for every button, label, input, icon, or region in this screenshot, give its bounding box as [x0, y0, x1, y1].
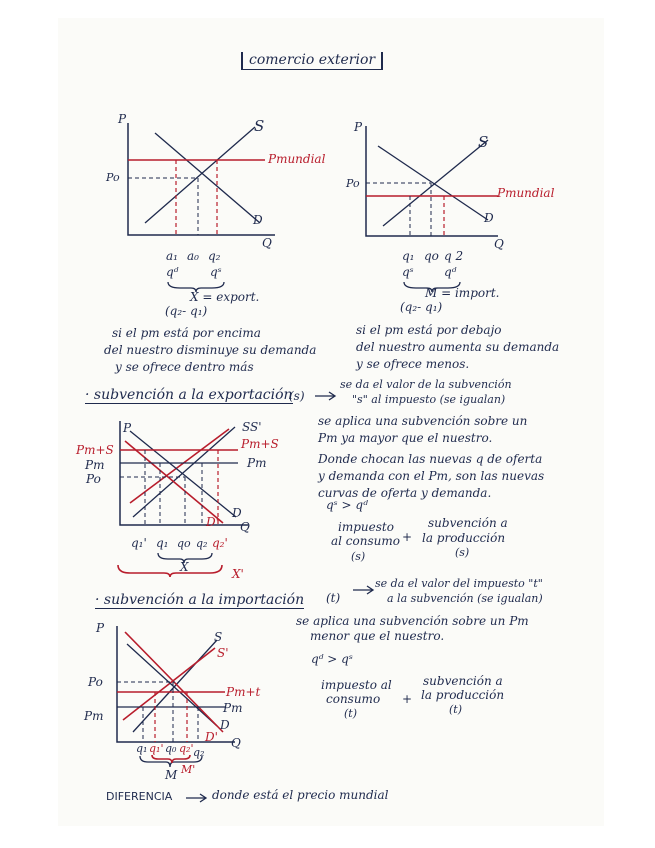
axis-p: P	[354, 120, 363, 134]
x-label: X	[180, 560, 189, 574]
pmts-right-label: Pm+S	[241, 437, 279, 451]
section-import-note-1: se da el valor del impuesto "t"	[375, 577, 543, 590]
qd-label: qᵈ	[444, 265, 457, 279]
p0-label: Po	[346, 177, 360, 190]
xprime-label: X'	[232, 567, 244, 581]
dprime-label: D'	[206, 515, 219, 529]
q2prime-label: q₂'	[212, 536, 228, 550]
import-effect-left-2: consumo	[326, 692, 381, 706]
axes	[120, 421, 248, 525]
graph-export-world-price	[110, 115, 310, 265]
q1-label: q₁	[156, 536, 169, 550]
export-desc-1: se aplica una subvención sobre un	[318, 414, 528, 428]
d-label: D	[232, 506, 242, 520]
demand-label: D	[253, 213, 263, 227]
export-desc-2: Pm ya mayor que el nuestro.	[318, 431, 493, 445]
export-ineq: qˢ > qᵈ	[326, 498, 368, 512]
import-effect-left-1: impuesto al	[321, 678, 392, 692]
pmt-label: Pm+t	[226, 685, 261, 699]
note-left-1: si el pm está por encima	[112, 326, 261, 340]
export-desc-3: Donde chocan las nuevas q de oferta	[318, 452, 543, 466]
axis-p: P	[96, 621, 105, 635]
import-effect-right-2: la producción	[421, 688, 505, 702]
note-right-1: si el pm está por debajo	[356, 323, 502, 337]
demand-label: D	[484, 211, 494, 225]
pm-left-label: Pm	[85, 458, 105, 472]
axis-p: P	[123, 421, 132, 435]
pm-right-label: Pm	[223, 701, 243, 715]
export-plus: +	[402, 530, 413, 544]
import-effect-right-1: subvención a	[423, 674, 503, 688]
note-right-3: y se ofrece menos.	[356, 357, 470, 371]
q1prime-label: q₁'	[131, 536, 147, 550]
q2-label: q 2	[444, 249, 464, 263]
p0-label: Po	[88, 675, 103, 689]
import-desc-1: se aplica una subvención sobre un Pm	[296, 614, 529, 628]
supply-curve	[145, 127, 255, 223]
q1prime-label: q₁'	[149, 742, 164, 755]
m-brace	[138, 754, 218, 776]
qs-label: qˢ	[402, 265, 414, 279]
supply-label: S	[478, 133, 489, 151]
export-effect-right-2: la producción	[422, 531, 506, 545]
export-effect-right-1: subvención a	[428, 516, 508, 530]
supply-curve	[383, 140, 488, 226]
export-effect-right-3: (s)	[455, 546, 470, 559]
q0-label: a₀	[187, 249, 199, 263]
q0-label: qo	[424, 249, 439, 263]
export-desc-4: y demanda con el Pm, son las nuevas	[318, 469, 545, 483]
dprime-label: D'	[205, 730, 218, 744]
q2-label: q₂	[193, 746, 205, 759]
section-export-note-1: se da el valor de la subvención	[340, 378, 512, 391]
section-import-heading: · subvención a la importación	[95, 592, 305, 608]
q1-label: q₁	[402, 249, 415, 263]
page-title: comercio exterior	[241, 52, 383, 70]
q0-label: q₀	[165, 742, 177, 755]
q0-label: qo	[177, 537, 191, 550]
import-label: M = import.	[425, 286, 500, 300]
axis-q: Q	[240, 520, 250, 534]
section-export-note-2: "s" al impuesto (se igualan)	[352, 393, 506, 406]
m-label: M	[165, 768, 178, 782]
section-export-heading: · subvención a la exportación	[85, 387, 293, 403]
demand-curve	[130, 431, 236, 517]
p0-label: Po	[106, 171, 120, 184]
import-desc-2: menor que el nuestro.	[310, 629, 445, 643]
import-ineq: qᵈ > qˢ	[311, 652, 353, 666]
import-diff: (q₂- q₁)	[400, 300, 443, 314]
footer-label: DIFERENCIA	[106, 790, 173, 803]
xprime-brace	[116, 564, 226, 578]
import-plus: +	[402, 692, 413, 706]
q2-label: q₂	[196, 537, 208, 550]
axis-q: Q	[262, 236, 272, 250]
q1-label: q₁	[136, 742, 148, 755]
axis-q: Q	[494, 237, 504, 251]
export-label: X = export.	[190, 290, 260, 304]
mprime-label: M'	[181, 763, 196, 776]
export-effect-left-2: al consumo	[331, 534, 400, 548]
axis-q: Q	[231, 736, 241, 750]
section-export-symbol: (s)	[289, 389, 305, 403]
import-effect-left-3: (t)	[344, 707, 358, 720]
export-effect-left-1: impuesto	[338, 520, 394, 534]
q2prime-label: q₂'	[179, 742, 194, 755]
note-left-3: y se ofrece dentro más	[115, 360, 254, 374]
note-left-2: del nuestro disminuye su demanda	[104, 343, 317, 357]
export-effect-left-3: (s)	[351, 550, 366, 563]
export-desc-5: curvas de oferta y demanda.	[318, 486, 492, 500]
note-right-2: del nuestro aumenta su demanda	[356, 340, 560, 354]
ss-label: SS'	[242, 420, 262, 434]
pmts-left-label: Pm+S	[76, 443, 114, 457]
supply-label: S	[254, 117, 265, 135]
arrow-icon	[185, 793, 209, 803]
arrow-icon	[352, 585, 376, 595]
pm-right-label: Pm	[247, 456, 267, 470]
world-price-label: Pmundial	[268, 152, 326, 166]
arrow-icon	[314, 391, 338, 401]
s-label: S	[214, 630, 223, 644]
section-import-note-2: a la subvención (se igualan)	[387, 592, 543, 605]
d-label: D	[220, 718, 230, 732]
qd-label: qᵈ	[166, 265, 179, 279]
p0-label: Po	[86, 472, 101, 486]
footer-text: donde está el precio mundial	[212, 788, 389, 802]
import-effect-right-3: (t)	[449, 703, 463, 716]
world-price-label: Pmundial	[497, 186, 555, 200]
sprime-label: S'	[217, 646, 229, 660]
q1-label: a₁	[166, 249, 178, 263]
qs-label: qˢ	[210, 265, 222, 279]
q2-label: q₂	[208, 249, 221, 263]
section-import-symbol: (t)	[326, 591, 341, 605]
pm-left-label: Pm	[84, 709, 104, 723]
axis-p: P	[118, 112, 127, 126]
export-diff: (q₂- q₁)	[165, 304, 208, 318]
